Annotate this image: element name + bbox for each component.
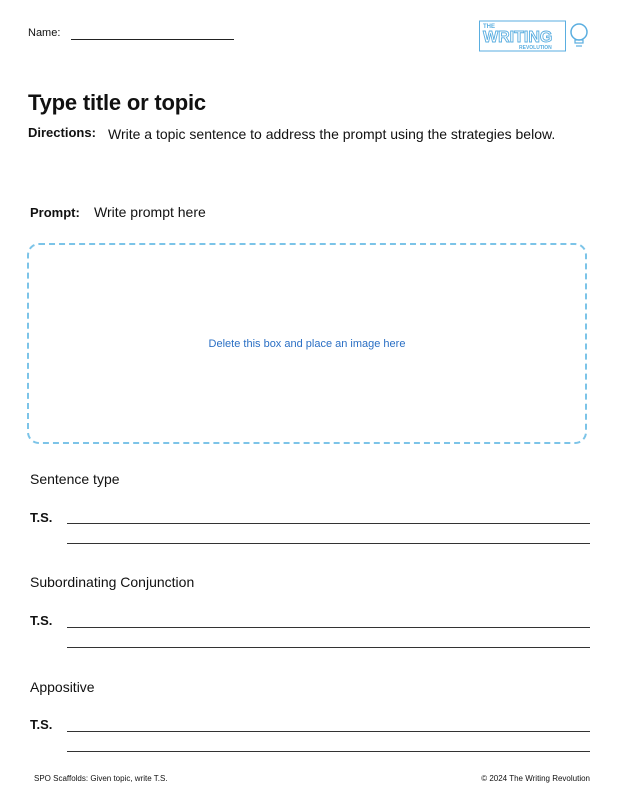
prompt-text: Write prompt here (94, 204, 206, 220)
writing-line[interactable] (67, 523, 590, 524)
section-title-appositive: Appositive (30, 679, 95, 695)
writing-revolution-logo (479, 18, 591, 54)
prompt-label: Prompt: (30, 205, 80, 220)
ts-label: T.S. (30, 510, 53, 525)
name-input-line[interactable] (71, 39, 234, 40)
image-placeholder-text: Delete this box and place an image here (208, 337, 406, 350)
writing-line[interactable] (67, 543, 590, 544)
ts-label: T.S. (30, 613, 53, 628)
lightbulb-icon (571, 24, 587, 46)
image-placeholder-box[interactable] (27, 243, 587, 444)
logo-the: THE (483, 24, 495, 30)
directions-label: Directions: (28, 125, 96, 140)
logo-writing: WRITING (483, 29, 553, 46)
writing-line[interactable] (67, 627, 590, 628)
footer-copyright: © 2024 The Writing Revolution (481, 774, 590, 783)
ts-label: T.S. (30, 717, 53, 732)
section-title-subordinating-conjunction: Subordinating Conjunction (30, 574, 195, 590)
writing-line[interactable] (67, 731, 590, 732)
writing-line[interactable] (67, 647, 590, 648)
writing-line[interactable] (67, 751, 590, 752)
directions-text: Write a topic sentence to address the prompt using the strategies below. (108, 126, 556, 142)
page-title: Type title or topic (28, 90, 206, 115)
name-label: Name: (28, 27, 61, 39)
footer-left: SPO Scaffolds: Given topic, write T.S. (34, 774, 168, 783)
logo-revolution: REVOLUTION (519, 45, 552, 51)
section-title-sentence-type: Sentence type (30, 471, 120, 487)
